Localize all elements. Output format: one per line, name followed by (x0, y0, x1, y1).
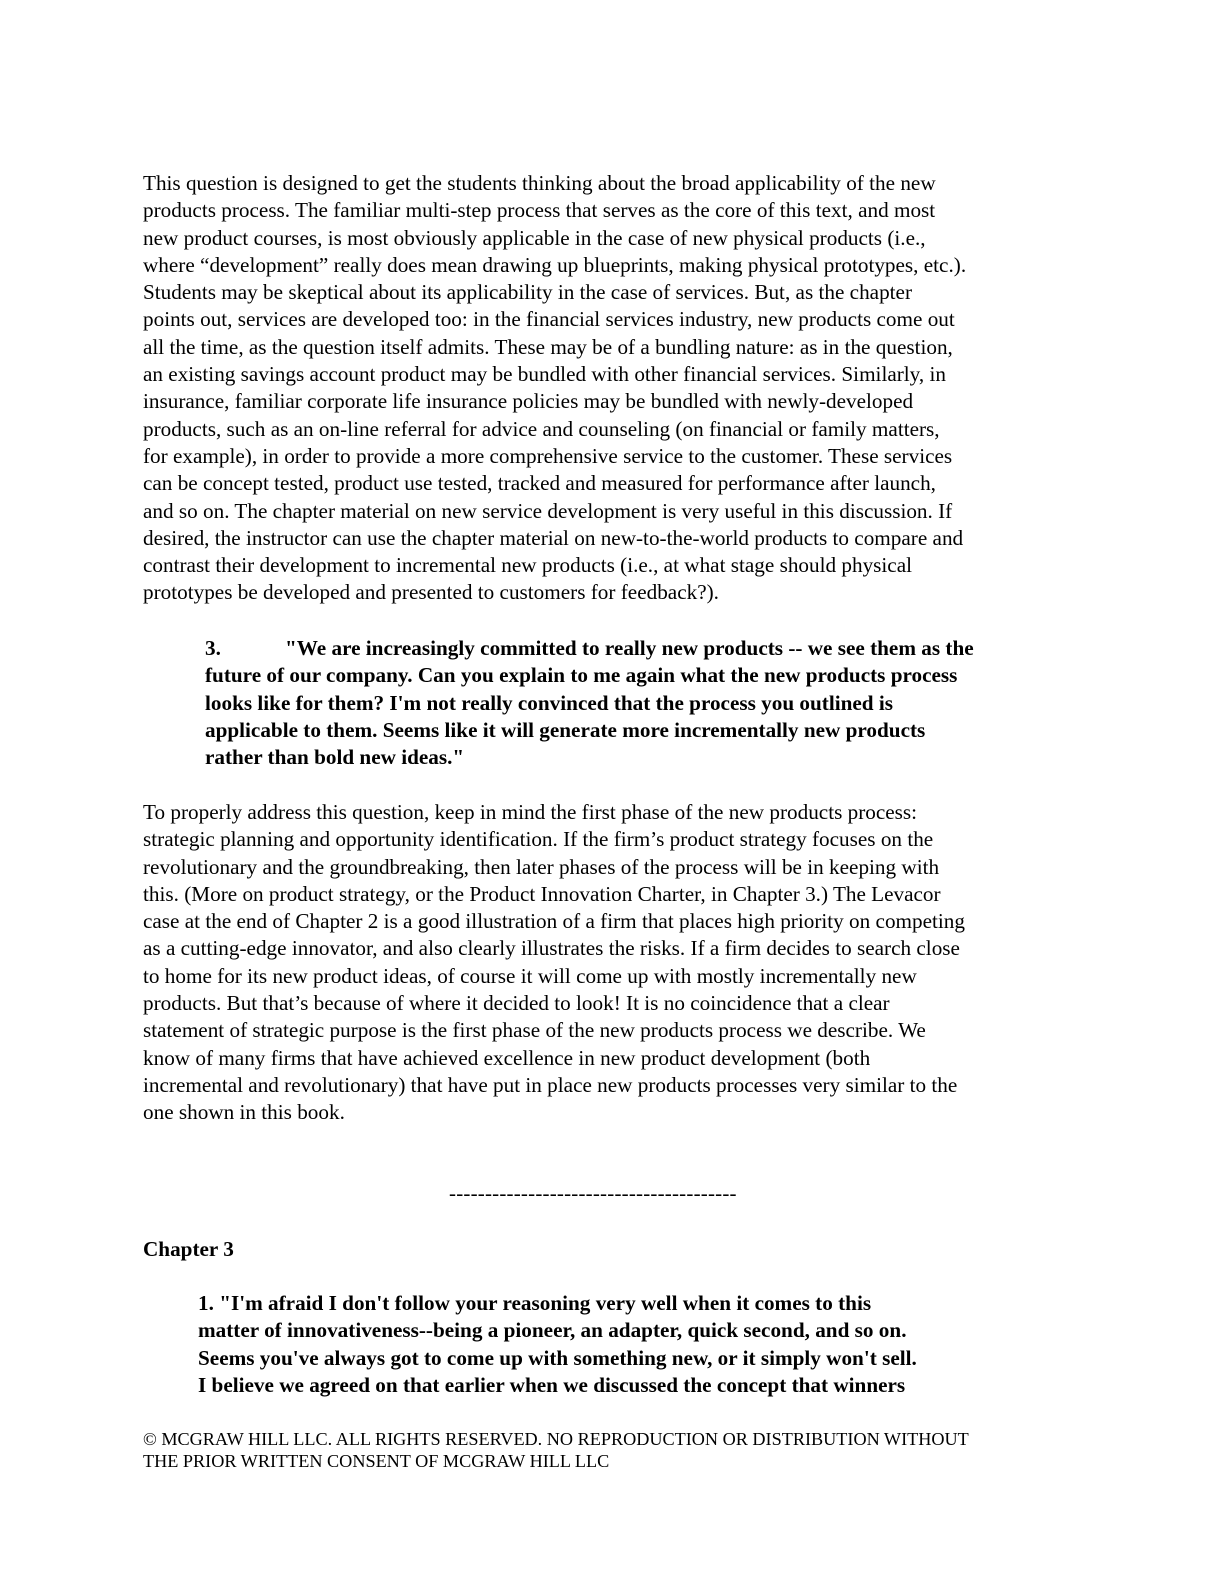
question-number: 3. (205, 636, 221, 660)
text-line: products process. The familiar multi-step process that serves as the core of this text, and most (143, 198, 936, 223)
text-line: "We are increasingly committed to really new products -- we see them as the (285, 636, 974, 660)
text-line: products. But that’s because of where it decided to look! It is no coincidence that a clear (143, 991, 890, 1016)
text-line: This question is designed to get the students thinking about the broad applicability of the new (143, 171, 936, 195)
text-line: to home for its new product ideas, of course it will come up with mostly incrementally new (143, 963, 917, 988)
text-line: desired, the instructor can use the chapter material on new-to-the-world products to compare and (143, 525, 964, 550)
text-line: Students may be skeptical about its applicability in the case of services. But, as the chapter (143, 280, 913, 305)
text-line: contrast their development to incremental new products (i.e., at what stage should physical (143, 553, 912, 578)
text-line: looks like for them? I'm not really convinced that the process you outlined is (205, 690, 894, 715)
text-line: all the time, as the question itself admits. These may be of a bundling nature: as in the question, (143, 334, 953, 359)
text-line: prototypes be developed and presented to customers for feedback?). (143, 580, 719, 605)
text-line: applicable to them. Seems like it will generate more incrementally new products (205, 717, 926, 742)
answer-paragraph-question-2 (143, 170, 966, 607)
question-1 (198, 1290, 917, 1399)
text-line: where “development” really does mean drawing up blueprints, making physical prototypes, etc.). (143, 252, 967, 277)
text-line: revolutionary and the groundbreaking, then later phases of the process will be in keeping with (143, 854, 940, 879)
text-line: statement of strategic purpose is the first phase of the new products process we describe. We (143, 1018, 926, 1043)
text-line: know of many firms that have achieved excellence in new product development (both (143, 1045, 871, 1070)
text-line: as a cutting-edge innovator, and also clearly illustrates the risks. If a firm decides to search close (143, 936, 960, 961)
text-line: future of our company. Can you explain to me again what the new products process (205, 663, 958, 688)
copyright-footer (143, 1429, 969, 1472)
text-line: matter of innovativeness--being a pioneer, an adapter, quick second, and so on. (198, 1318, 907, 1343)
text-line: can be concept tested, product use tested, tracked and measured for performance after launch, (143, 471, 936, 496)
question-3 (205, 635, 974, 771)
answer-paragraph-question-3 (143, 799, 965, 1127)
text-line: strategic planning and opportunity identification. If the firm’s product strategy focuses on the (143, 827, 934, 852)
text-line: points out, services are developed too: in the financial services industry, new products come out (143, 307, 955, 332)
text-line: new product courses, is most obviously applicable in the case of new physical products (i.e., (143, 225, 926, 250)
text-line: To properly address this question, keep in mind the first phase of the new products process: (143, 800, 918, 824)
text-line: and so on. The chapter material on new service development is very useful in this discussion. If (143, 498, 953, 523)
footer-line: © MCGRAW HILL LLC. ALL RIGHTS RESERVED. NO REPRODUCTION OR DISTRIBUTION WITHOUT (143, 1429, 969, 1449)
section-divider: ---------------------------------------- (449, 1181, 737, 1205)
text-line: one shown in this book. (143, 1100, 345, 1125)
text-line: 1. "I'm afraid I don't follow your reasoning very well when it comes to this (198, 1291, 872, 1315)
text-line: an existing savings account product may be bundled with other financial services. Similarly, in (143, 362, 946, 387)
text-line: this. (More on product strategy, or the Product Innovation Charter, in Chapter 3.) The Levacor (143, 881, 941, 906)
text-line: for example), in order to provide a more comprehensive service to the customer. These services (143, 443, 953, 468)
footer-line: THE PRIOR WRITTEN CONSENT OF MCGRAW HILL LLC (143, 1450, 610, 1471)
text-line: incremental and revolutionary) that have put in place new products processes very similar to the (143, 1072, 958, 1097)
text-line: products, such as an on-line referral for advice and counseling (on financial or family matters, (143, 416, 940, 441)
text-line: Seems you've always got to come up with something new, or it simply won't sell. (198, 1345, 917, 1370)
text-line: rather than bold new ideas." (205, 745, 465, 770)
text-line: insurance, familiar corporate life insurance policies may be bundled with newly-developed (143, 389, 914, 414)
text-line: I believe we agreed on that earlier when we discussed the concept that winners (198, 1372, 906, 1397)
chapter-heading: Chapter 3 (143, 1237, 234, 1261)
text-line: case at the end of Chapter 2 is a good illustration of a firm that places high priority on competing (143, 909, 965, 934)
